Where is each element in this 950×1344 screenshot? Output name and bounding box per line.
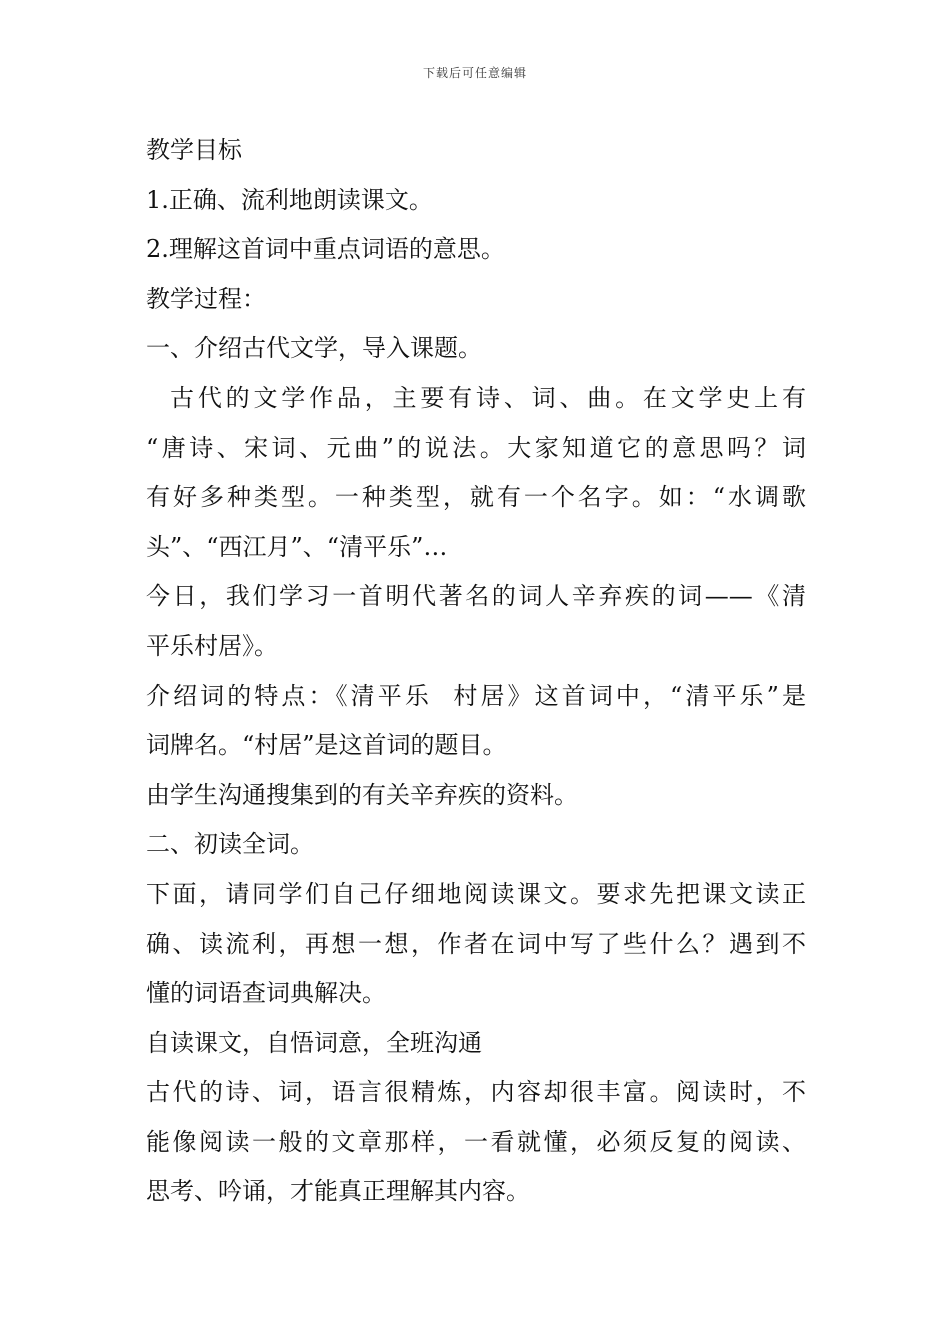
- goal-item-2: 2.理解这首词中重点词语的意思。: [146, 235, 505, 264]
- paragraph-line: 有好多种类型。一种类型，就有一个名字。如：“水调歌: [146, 483, 806, 512]
- document-body: [146, 126, 806, 1217]
- paragraph-line: 能像阅读一般的文章那样，一看就懂，必须反复的阅读、: [146, 1127, 806, 1156]
- paragraph-line: 介绍词的特点：《清平乐 村居》这首词中，“清平乐”是: [146, 681, 806, 710]
- paragraph-line: “唐诗、宋词、元曲”的说法。大家知道它的意思吗？词: [146, 433, 806, 462]
- paragraph-line: 今日，我们学习一首明代著名的词人辛弃疾的词——《清: [146, 582, 806, 611]
- header-note: 下载后可任意编辑: [422, 66, 527, 80]
- paragraph-line: 思考、吟诵，才能真正理解其内容。: [146, 1177, 530, 1206]
- paragraph-line: 词牌名。“村居”是这首词的题目。: [146, 731, 507, 760]
- paragraph-line: 平乐村居》。: [146, 631, 278, 660]
- section-heading-1: 一、介绍古代文学，导入课题。: [146, 334, 482, 363]
- heading-teaching-goals: 教学目标: [146, 136, 242, 164]
- paragraph-line: 自读课文，自悟词意，全班沟通: [146, 1028, 482, 1057]
- paragraph-line: 下面，请同学们自己仔细地阅读课文。要求先把课文读正: [146, 879, 806, 908]
- paragraph-line: 确、读流利，再想一想，作者在词中写了些什么？遇到不: [146, 929, 806, 958]
- paragraph-line: 头”、“西江月”、“清平乐”…: [146, 532, 448, 561]
- paragraph-line: 古代的诗、词，语言很精炼，内容却很丰富。阅读时，不: [146, 1078, 806, 1107]
- section-heading-2: 二、初读全词。: [146, 830, 314, 859]
- paragraph-line: 懂的词语查词典解决。: [146, 979, 386, 1008]
- goal-item-1: 1.正确、流利地朗读课文。: [146, 185, 433, 214]
- paragraph-line: 古代的文学作品，主要有诗、词、曲。在文学史上有: [170, 383, 806, 412]
- heading-teaching-process: 教学过程：: [146, 284, 266, 313]
- paragraph-line: 由学生沟通搜集到的有关辛弃疾的资料。: [146, 780, 578, 809]
